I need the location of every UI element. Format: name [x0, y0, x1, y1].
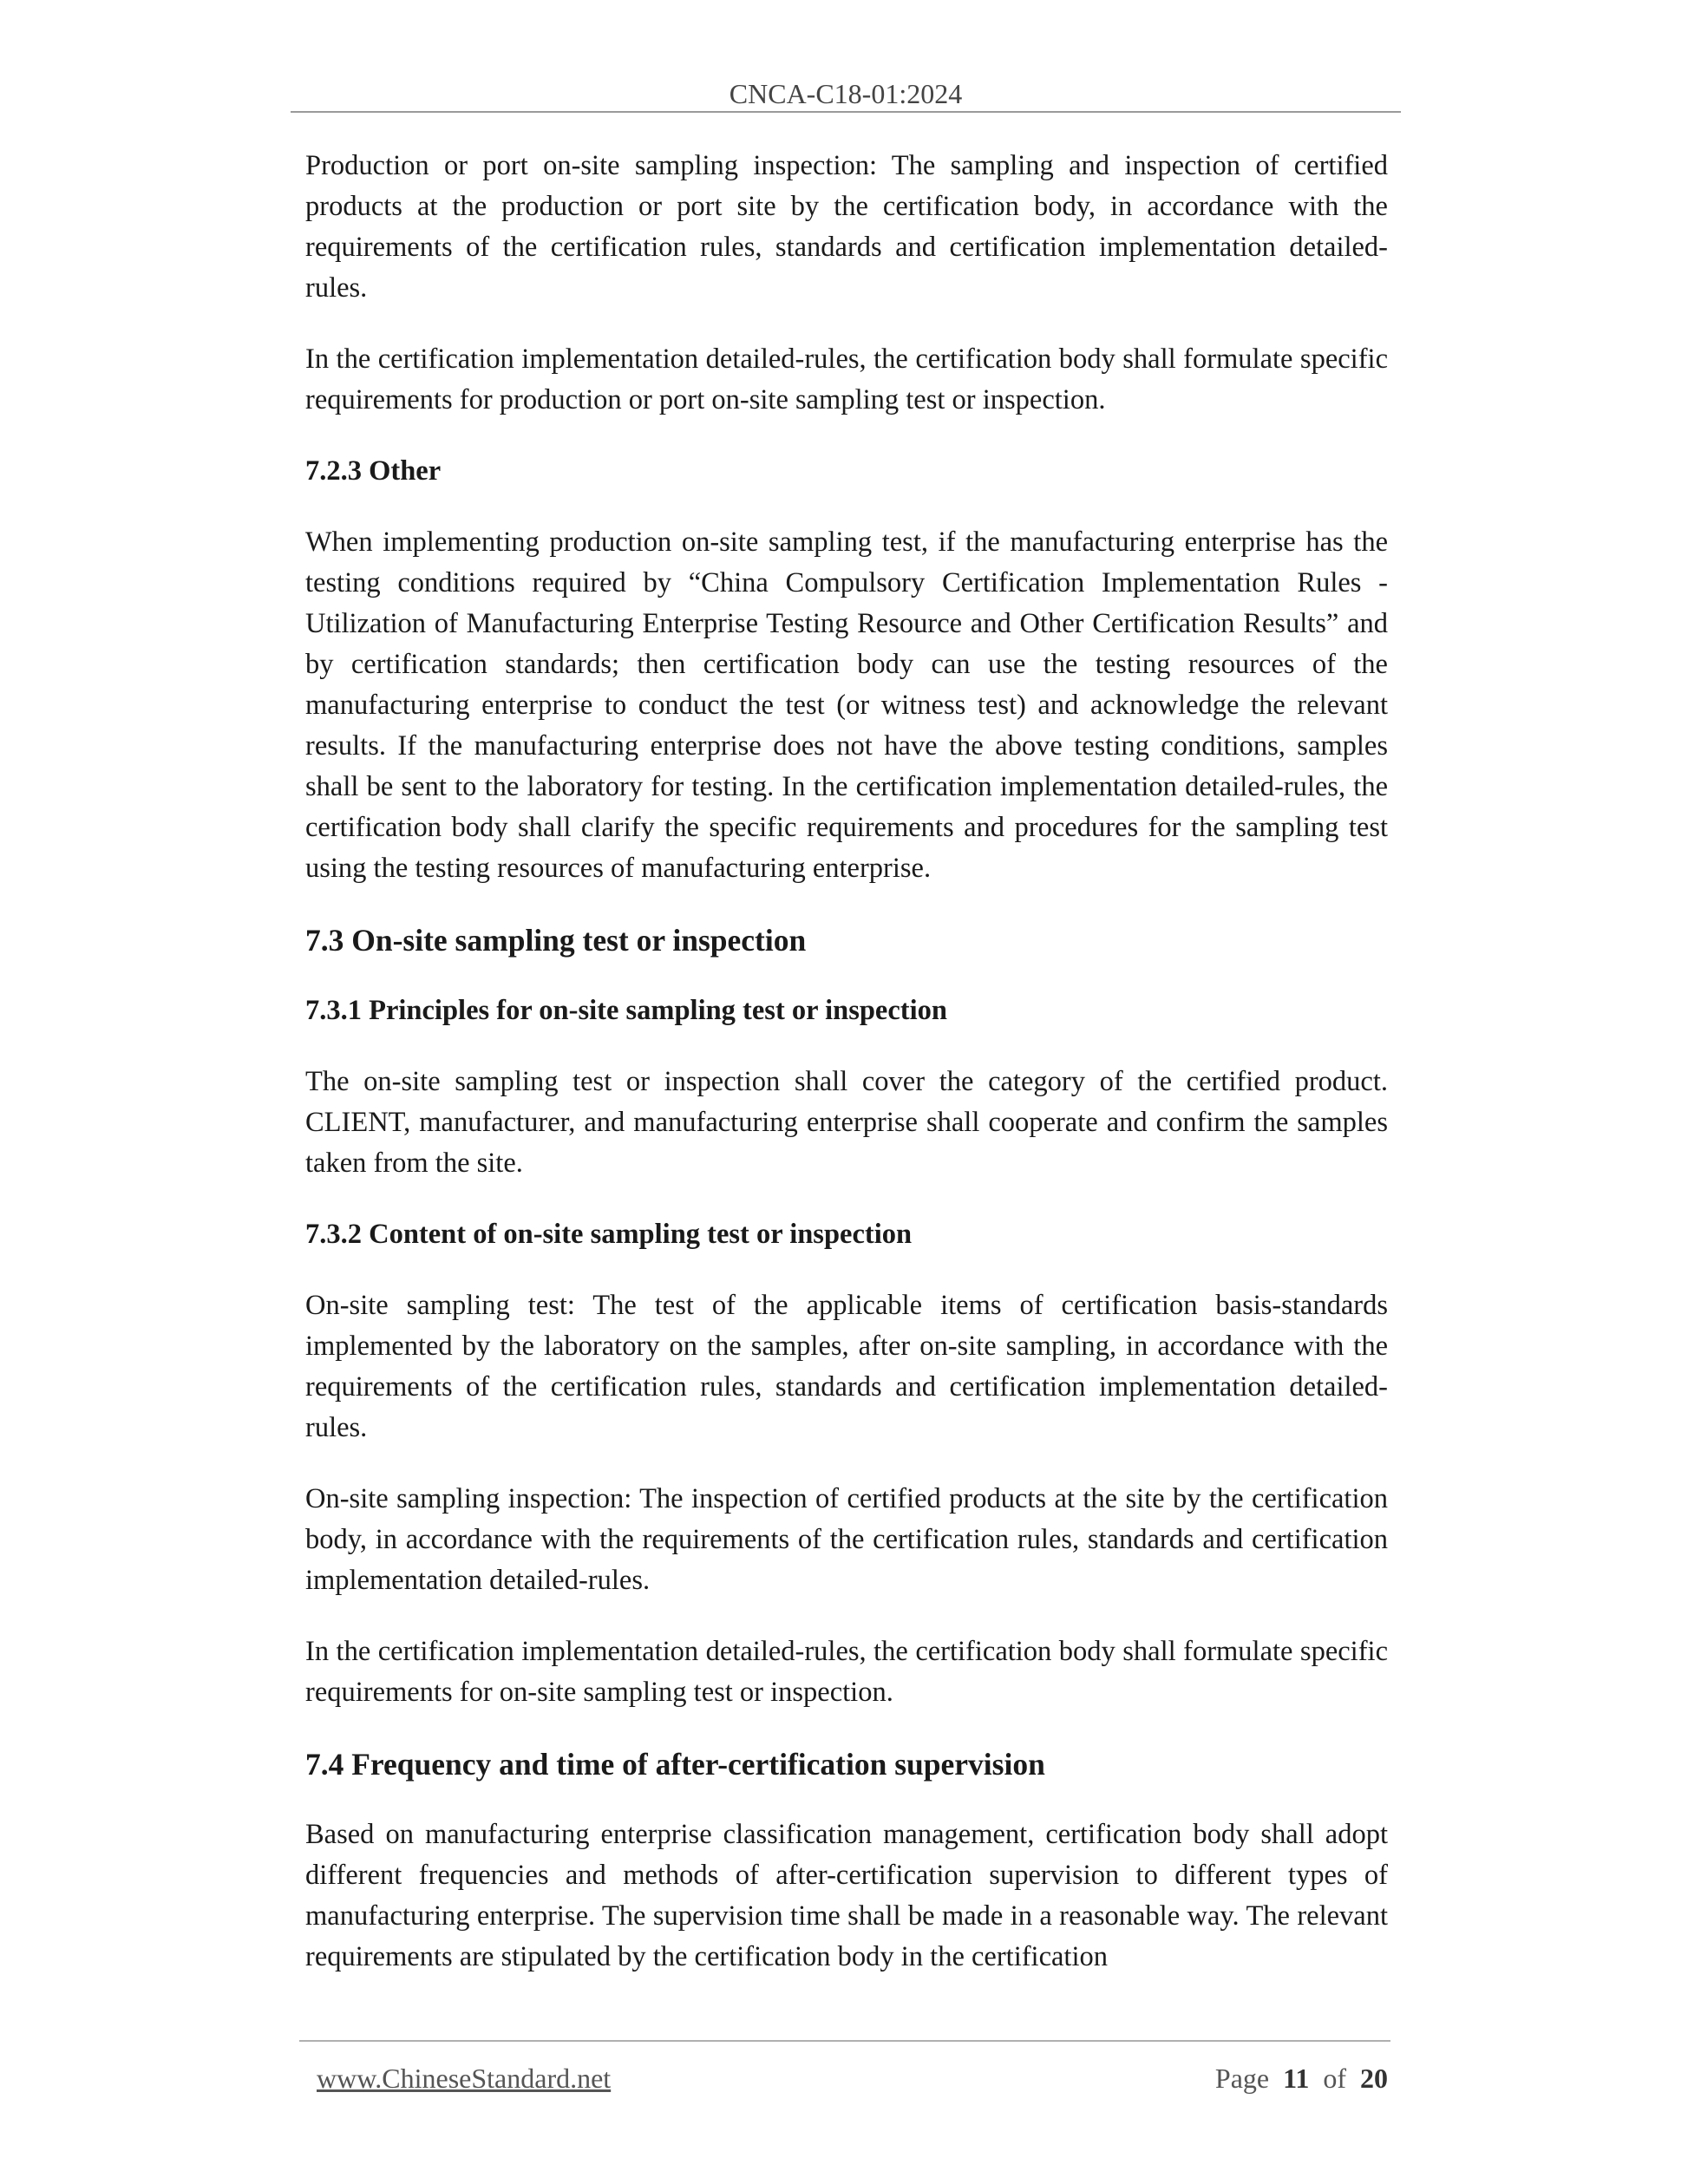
- heading-7-3-1: 7.3.1 Principles for on-site sampling test or inspection: [305, 995, 947, 1026]
- page-number: 11: [1283, 2063, 1310, 2094]
- paragraph-production-port-inspection: Production or port on-site sampling inspection: The sampling and inspection of certified products at the production or port site by the certification body, in accordance with the requirements of the certification rules, standards and certification implementation detailed-rules.: [305, 150, 1388, 304]
- paragraph-principles: The on-site sampling test or inspection shall cover the category of the certified product. CLIENT, manufacturer, and manufacturing enterprise shall cooperate and confirm the samples taken from the site.: [305, 1066, 1388, 1179]
- page-label: Page: [1214, 2063, 1270, 2094]
- paragraph-onsite-sampling-inspection: On-site sampling inspection: The inspection of certified products at the site by the certification body, in accordance with the requirements of the certification rules, standards and certification implementation detailed-rules.: [305, 1483, 1388, 1596]
- of-label: of: [1323, 2063, 1346, 2094]
- paragraph-detailed-rules-onsite: In the certification implementation detailed-rules, the certification body shall formulate specific requirements for on-site sampling test or inspection.: [305, 1636, 1388, 1708]
- page-indicator: [1197, 2059, 1388, 2097]
- heading-7-4: 7.4 Frequency and time of after-certification supervision: [305, 1747, 1045, 1782]
- page-content: [305, 146, 1388, 2008]
- header-divider: [291, 111, 1401, 113]
- heading-7-2-3: 7.2.3 Other: [305, 455, 442, 487]
- heading-7-3-2: 7.3.2 Content of on-site sampling test or inspection: [305, 1219, 913, 1250]
- footer-divider: [299, 2040, 1390, 2042]
- paragraph-onsite-sampling-test: On-site sampling test: The test of the applicable items of certification basis-standards implemented by the laboratory on the samples, after on-site sampling, in accordance with the requirements of the certification rules, standards and certification implementation detailed-rules.: [305, 1290, 1388, 1443]
- document-code-header: CNCA-C18-01:2024: [729, 78, 963, 109]
- heading-7-3: 7.3 On-site sampling test or inspection: [305, 923, 807, 958]
- paragraph-detailed-rules-port: In the certification implementation detailed-rules, the certification body shall formulate specific requirements for production or port on-site sampling test or inspection.: [305, 343, 1388, 415]
- total-pages: 20: [1360, 2063, 1388, 2094]
- paragraph-other-testing-resources: When implementing production on-site sampling test, if the manufacturing enterprise has the testing conditions required by “China Compulsory Certification Implementation Rules - Utilization of Manufacturing Enterprise Testing Resource and Other Certification Results” and by certification standards; then certification body can use the testing resources of the manufacturing enterprise to conduct the test (or witness test) and acknowledge the relevant results. If the manufacturing enterprise does not have the above testing conditions, samples shall be sent to the laboratory for testing. In the certification implementation detailed-rules, the certification body shall clarify the specific requirements and procedures for the sampling test using the testing resources of manufacturing enterprise.: [305, 526, 1388, 884]
- paragraph-frequency-supervision: Based on manufacturing enterprise classification management, certification body shall adopt different frequencies and methods of after-certification supervision to different types of manufacturing enterprise. The supervision time shall be made in a reasonable way. The relevant requirements are stipulated by the certification body in the certification: [305, 1819, 1388, 1972]
- website-link[interactable]: www.ChineseStandard.net: [317, 2063, 612, 2094]
